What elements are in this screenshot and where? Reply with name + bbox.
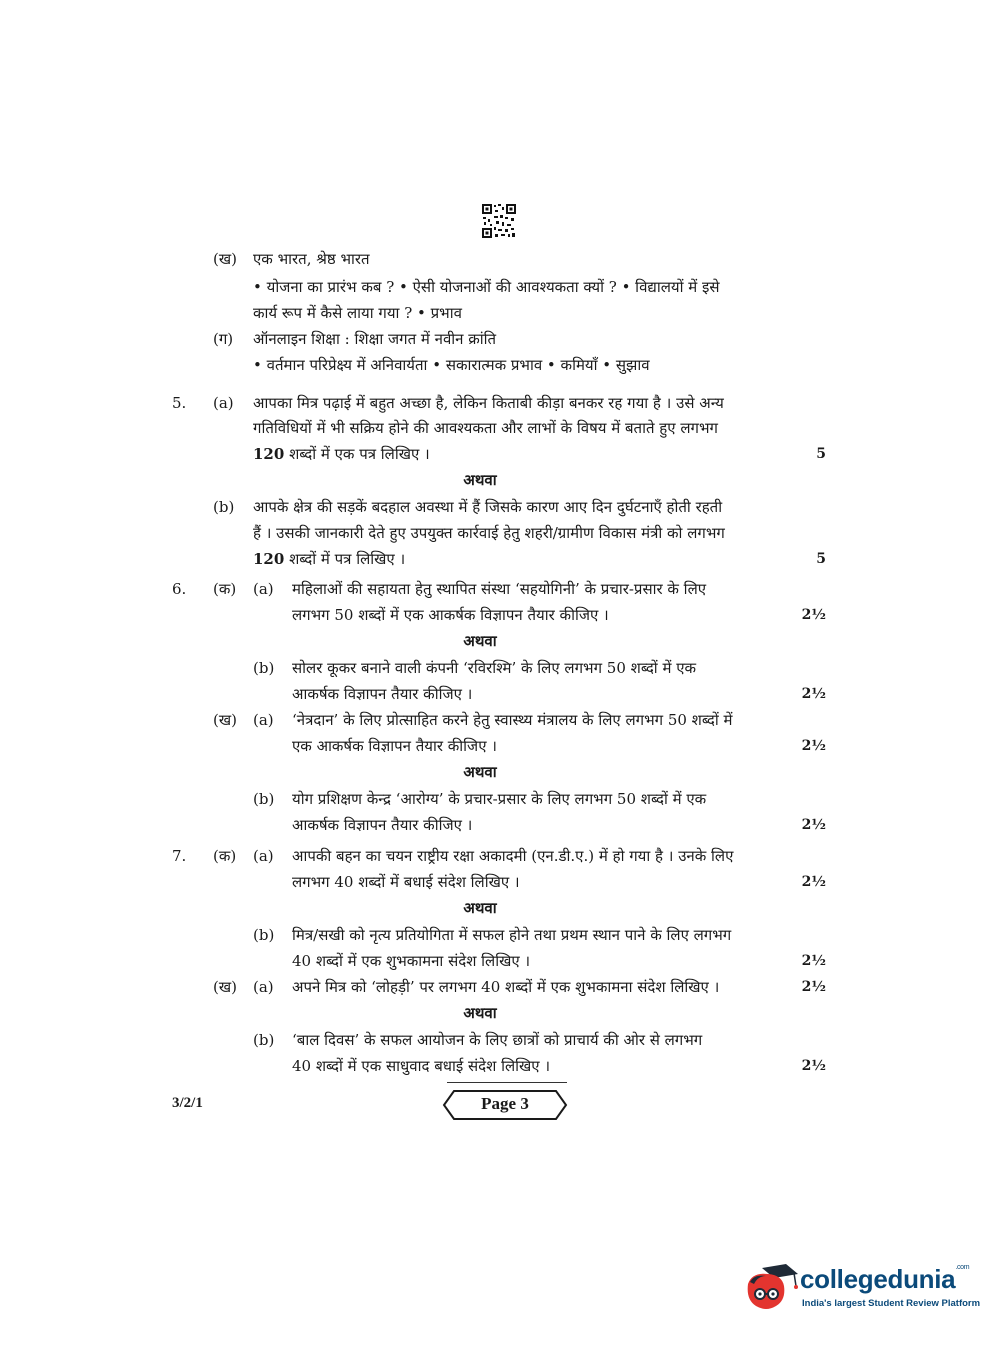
q7-kha-b-line2: 40 शब्दों में एक साधुवाद बधाई संदेश लिखिए ।: [292, 1057, 551, 1075]
page-number-badge: [442, 1089, 568, 1121]
q4-kha-title: एक भारत, श्रेष्ठ भारत: [253, 250, 370, 268]
q7-ka-b-line1: मित्र/सखी को नृत्य प्रतियोगिता में सफल होने तथा प्रथम स्थान पाने के लिए लगभग: [292, 926, 732, 944]
q7-kha-or: अथवा: [463, 1004, 497, 1022]
q7-kha-b-marker: (b): [253, 1031, 275, 1049]
q6-ka-a-marks: 2½: [801, 607, 826, 623]
q6-ka-b-marks: 2½: [801, 686, 826, 702]
q7-ka-b-line2: 40 शब्दों में एक शुभकामना संदेश लिखिए ।: [292, 952, 531, 970]
collegedunia-logo: [742, 1262, 981, 1316]
paper-code: 3/2/1: [172, 1095, 203, 1111]
q6-ka-b-line2: आकर्षक विज्ञापन तैयार कीजिए ।: [292, 685, 473, 703]
q4-kha-points-1: • योजना का प्रारंभ कब ? • ऐसी योजनाओं की आवश्यकता क्यों ? • विद्यालयों में इसे: [253, 278, 720, 296]
q5-a-line1: आपका मित्र पढ़ाई में बहुत अच्छा है, लेकिन किताबी कीड़ा बनकर रह गया है । उसे अन्य: [253, 394, 724, 412]
q5-b-marks: 5: [816, 551, 826, 567]
q4-ga-points: • वर्तमान परिप्रेक्ष्य में अनिवार्यता • सकारात्मक प्रभाव • कमियाँ • सुझाव: [253, 356, 650, 374]
q6-kha-or: अथवा: [463, 763, 497, 781]
q7-ka-a-marker: (a): [253, 847, 274, 865]
logo-tagline: India's largest Student Review Platform: [802, 1298, 981, 1309]
q5-a-marker: (a): [213, 394, 234, 412]
q7-kha-a-line1: अपने मित्र को ‘लोहड़ी’ पर लगभग 40 शब्दों में एक शुभकामना संदेश लिखिए ।: [292, 978, 720, 996]
q4-ga-title: ऑनलाइन शिक्षा : शिक्षा जगत में नवीन क्रांति: [253, 330, 497, 348]
footer-divider: [447, 1082, 567, 1083]
q7-ka-or: अथवा: [463, 899, 497, 917]
q6-kha-b-marker: (b): [253, 790, 275, 808]
q6-ka-a-line2: लगभग 50 शब्दों में एक आकर्षक विज्ञापन तैयार कीजिए ।: [292, 606, 609, 624]
q6-kha-b-marks: 2½: [801, 817, 826, 833]
q7-kha-b-line1: ‘बाल दिवस’ के सफल आयोजन के लिए छात्रों को प्राचार्य की ओर से लगभग: [292, 1031, 703, 1049]
q7-ka-a-marks: 2½: [801, 874, 826, 890]
mascot-icon: [742, 1262, 800, 1316]
q6-ka-or: अथवा: [463, 632, 497, 650]
q4-ga-marker: (ग): [213, 330, 234, 348]
q7-number: 7.: [172, 847, 187, 865]
q5-a-word-count: 120: [253, 445, 285, 463]
q7-kha-a-marker: (a): [253, 978, 274, 996]
q7-ka-b-marker: (b): [253, 926, 275, 944]
q6-kha-a-line2: एक आकर्षक विज्ञापन तैयार कीजिए ।: [292, 737, 497, 755]
q5-b-line3: [253, 548, 405, 570]
q6-ka-a-line1: महिलाओं की सहायता हेतु स्थापित संस्था ‘सहयोगिनी’ के प्रचार-प्रसार के लिए: [292, 580, 707, 598]
q6-ka-b-marker: (b): [253, 659, 275, 677]
q6-kha-a-marker: (a): [253, 711, 274, 729]
q6-kha-a-line1: ‘नेत्रदान’ के लिए प्रोत्साहित करने हेतु स्वास्थ्य मंत्रालय के लिए लगभग 50 शब्दों में: [292, 711, 733, 729]
qr-code-icon: [481, 203, 517, 239]
q7-kha-marker: (ख): [213, 978, 237, 996]
q4-kha-points-2: कार्य रूप में कैसे लाया गया ? • प्रभाव: [253, 304, 462, 322]
q5-a-marks: 5: [816, 446, 826, 462]
q4-kha-marker: (ख): [213, 250, 237, 268]
q7-ka-a-line2: लगभग 40 शब्दों में बधाई संदेश लिखिए ।: [292, 873, 520, 891]
q6-ka-marker: (क): [213, 580, 237, 598]
q5-number: 5.: [172, 394, 187, 412]
q5-b-line1: आपके क्षेत्र की सड़कें बदहाल अवस्था में हैं जिसके कारण आए दिन दुर्घटनाएँ होती रहती: [253, 498, 723, 516]
q7-ka-b-marks: 2½: [801, 953, 826, 969]
q6-ka-b-line1: सोलर कूकर बनाने वाली कंपनी ‘रविरश्मि’ के लिए लगभग 50 शब्दों में एक: [292, 659, 697, 677]
logo-name: collegedunia: [800, 1264, 956, 1294]
logo-wordmark: [800, 1264, 969, 1295]
q6-kha-b-line2: आकर्षक विज्ञापन तैयार कीजिए ।: [292, 816, 473, 834]
q6-kha-marker: (ख): [213, 711, 237, 729]
q5-a-line2: गतिविधियों में भी सक्रिय होने की आवश्यकता और लाभों के विषय में बताते हुए लगभग: [253, 419, 718, 437]
q5-b-word-count: 120: [253, 550, 285, 568]
logo-suffix: .com: [955, 1264, 970, 1271]
q5-b-line3-text: शब्दों में पत्र लिखिए ।: [284, 550, 406, 568]
q6-ka-a-marker: (a): [253, 580, 274, 598]
q6-kha-b-line1: योग प्रशिक्षण केन्द्र ‘आरोग्य’ के प्रचार-प्रसार के लिए लगभग 50 शब्दों में एक: [292, 790, 707, 808]
page-label: Page 3: [481, 1094, 529, 1113]
q7-ka-marker: (क): [213, 847, 237, 865]
q5-or: अथवा: [463, 471, 497, 489]
q5-a-line3: [253, 443, 430, 465]
q5-b-line2: हैं । उसकी जानकारी देते हुए उपयुक्त कार्रवाई हेतु शहरी/ग्रामीण विकास मंत्री को लगभग: [253, 524, 725, 542]
q6-kha-a-marks: 2½: [801, 738, 826, 754]
q5-a-line3-text: शब्दों में एक पत्र लिखिए ।: [284, 445, 430, 463]
q5-b-marker: (b): [213, 498, 235, 516]
q7-kha-b-marks: 2½: [801, 1058, 826, 1074]
q6-number: 6.: [172, 580, 187, 598]
q7-kha-a-marks: 2½: [801, 979, 826, 995]
q7-ka-a-line1: आपकी बहन का चयन राष्ट्रीय रक्षा अकादमी (एन.डी.ए.) में हो गया है । उनके लिए: [292, 847, 734, 865]
